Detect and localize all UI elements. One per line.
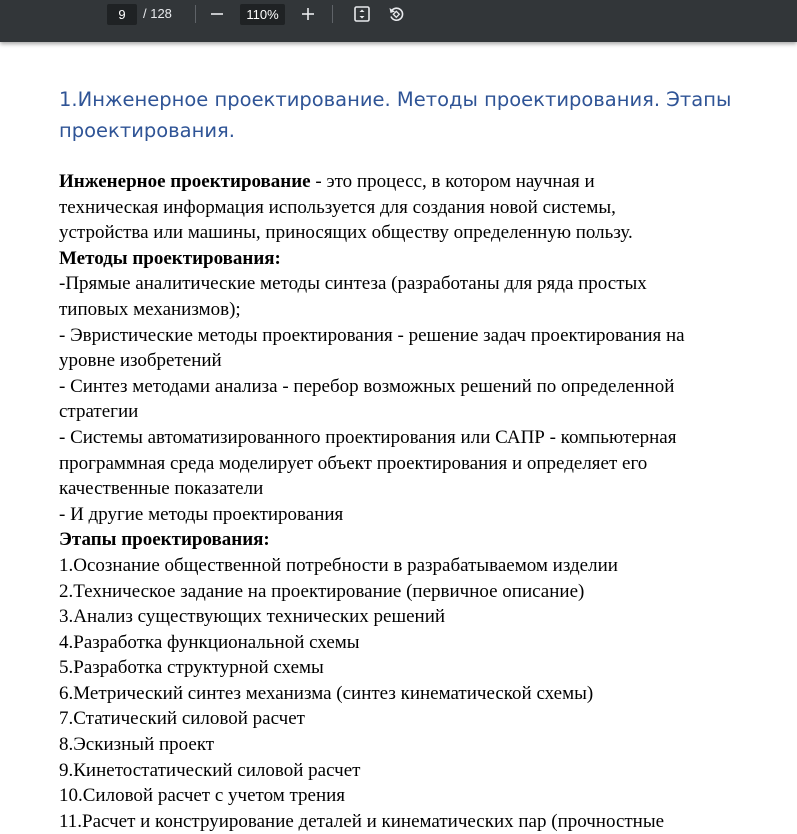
methods-line: -Прямые аналитические методы синтеза (разработаны для ряда простых	[59, 273, 647, 295]
definition-line: устройства или машины, приносящих обществу определенную пользу.	[59, 222, 633, 244]
stage-item: 3.Анализ существующих технических решений	[59, 606, 446, 628]
stage-item: 8.Эскизный проект	[59, 734, 215, 756]
methods-line: - И другие методы проектирования	[59, 503, 344, 525]
methods-line: - Эвристические методы проектирования - решение задач проектирования на	[59, 324, 685, 346]
definition-text: - это процесс, в котором научная и	[310, 171, 595, 192]
heading-line: 1.Инженерное проектирование. Методы проектирования. Этапы	[59, 88, 732, 111]
definition-term: Инженерное проектирование	[59, 171, 311, 192]
stage-item: 6.Метрический синтез механизма (синтез кинематической схемы)	[59, 682, 594, 704]
zoom-in-icon[interactable]	[297, 3, 319, 25]
stage-item: 7.Статический силовой расчет	[59, 708, 305, 730]
methods-line: типовых механизмов);	[59, 298, 241, 320]
methods-line: - Системы автоматизированного проектирования или САПР - компьютерная	[59, 426, 677, 448]
methods-line: - Синтез методами анализа - перебор возможных решений по определенной	[59, 375, 675, 397]
methods-title: Методы проектирования:	[59, 247, 281, 269]
page-number-input[interactable]: 9	[107, 4, 137, 25]
pdf-toolbar	[0, 0, 797, 42]
definition-line	[59, 169, 759, 195]
methods-line: стратегии	[59, 401, 139, 423]
stage-item: 10.Силовой расчет с учетом трения	[59, 785, 346, 807]
heading-line: проектирования.	[59, 119, 235, 142]
stage-item: 11.Расчет и конструирование деталей и кинематических пар (прочностные	[59, 810, 665, 832]
stage-item: 1.Осознание общественной потребности в разрабатываемом изделии	[59, 554, 618, 576]
fit-page-icon[interactable]	[351, 3, 373, 25]
zoom-out-icon[interactable]	[206, 3, 228, 25]
stage-item: 4.Разработка функциональной схемы	[59, 631, 360, 653]
toolbar-divider	[195, 5, 196, 23]
zoom-level-input[interactable]: 110%	[240, 4, 285, 25]
stage-item: 2.Техническое задание на проектирование (первичное описание)	[59, 580, 585, 602]
methods-line: уровне изобретений	[59, 350, 222, 372]
page-total-label: / 128	[143, 6, 172, 21]
definition-line: техническая информация используется для создания новой системы,	[59, 196, 616, 218]
stage-item: 5.Разработка структурной схемы	[59, 657, 324, 679]
document-body	[59, 169, 759, 834]
toolbar-divider	[332, 5, 333, 23]
pdf-page	[0, 42, 797, 832]
section-heading	[59, 84, 759, 146]
methods-line: программная среда моделирует объект проектирования и определяет его	[59, 452, 648, 474]
methods-line: качественные показатели	[59, 478, 264, 500]
stage-item: 9.Кинетостатический силовой расчет	[59, 759, 361, 781]
rotate-icon[interactable]	[385, 3, 407, 25]
stages-title: Этапы проектирования:	[59, 529, 270, 551]
